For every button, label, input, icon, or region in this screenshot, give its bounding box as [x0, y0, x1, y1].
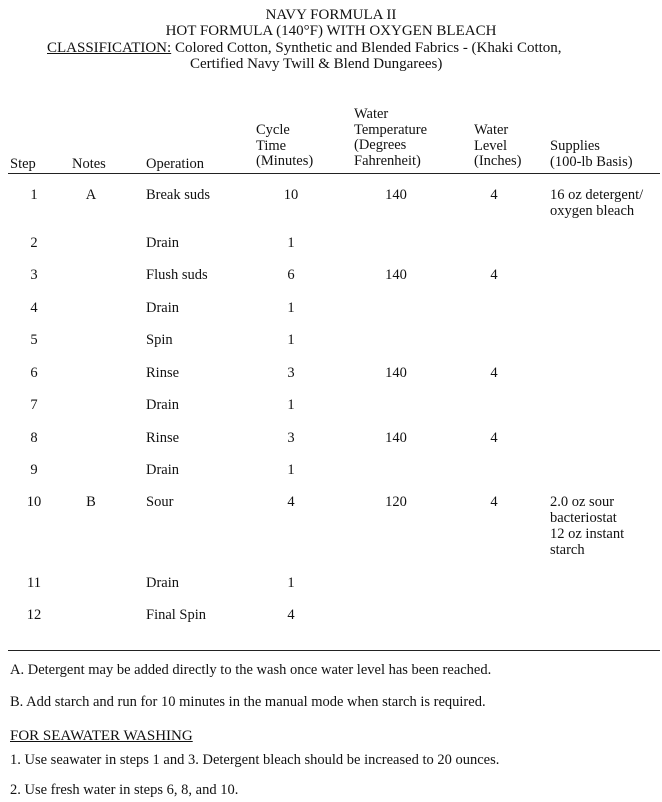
cell-cycle-time: 1 [287, 397, 295, 413]
classification-label: CLASSIFICATION: [47, 40, 172, 56]
column-header-cycle-time: Cycle Time (Minutes) [256, 122, 314, 169]
cell-operation: Drain [146, 235, 180, 251]
seawater-heading: FOR SEAWATER WASHING [10, 728, 193, 744]
column-header-water-temperature: Water Temperature (Degrees Fahrenheit) [354, 106, 428, 169]
cell-operation: Final Spin [146, 607, 207, 623]
cell-step: 5 [30, 332, 38, 348]
cell-step: 2 [30, 235, 38, 251]
cell-cycle-time: 3 [287, 365, 295, 381]
cell-operation: Drain [146, 462, 180, 478]
cell-operation: Spin [146, 332, 173, 348]
cell-water-temperature: 140 [385, 187, 407, 203]
cell-water-temperature: 120 [385, 494, 407, 510]
cell-supplies: 2.0 oz sour bacteriostat 12 oz instant starch [550, 494, 625, 558]
cell-water-level: 4 [490, 430, 498, 446]
cell-step: 4 [30, 300, 38, 316]
cell-cycle-time: 1 [287, 300, 295, 316]
column-header-notes: Notes [72, 156, 106, 172]
cell-cycle-time: 4 [287, 607, 295, 623]
cell-water-level: 4 [490, 267, 498, 283]
cell-operation: Drain [146, 300, 180, 316]
cell-water-level: 4 [490, 187, 498, 203]
cell-operation: Rinse [146, 365, 180, 381]
cell-water-level: 4 [490, 365, 498, 381]
cell-operation: Break suds [146, 187, 211, 203]
cell-notes: A [85, 187, 97, 203]
cell-cycle-time: 1 [287, 235, 295, 251]
cell-operation: Flush suds [146, 267, 208, 283]
cell-step: 11 [27, 575, 41, 591]
document-subtitle: HOT FORMULA (140°F) WITH OXYGEN BLEACH [165, 23, 497, 39]
seawater-item-1: 1. Use seawater in steps 1 and 3. Detergent bleach should be increased to 20 ounces. [10, 752, 500, 768]
cell-water-temperature: 140 [385, 365, 407, 381]
cell-operation: Sour [146, 494, 174, 510]
cell-operation: Drain [146, 397, 180, 413]
header-rule [8, 173, 660, 174]
cell-step: 12 [26, 607, 42, 623]
cell-step: 6 [30, 365, 38, 381]
classification-text-continued: Certified Navy Twill & Blend Dungarees) [190, 56, 443, 72]
cell-operation: Rinse [146, 430, 180, 446]
classification-text: Colored Cotton, Synthetic and Blended Fabrics - (Khaki Cotton, [171, 40, 562, 56]
cell-cycle-time: 6 [287, 267, 295, 283]
cell-water-temperature: 140 [385, 430, 407, 446]
column-header-supplies: Supplies (100-lb Basis) [550, 138, 633, 170]
cell-step: 3 [30, 267, 38, 283]
cell-cycle-time: 3 [287, 430, 295, 446]
column-header-step: Step [10, 156, 36, 172]
cell-cycle-time: 1 [287, 462, 295, 478]
cell-step: 8 [30, 430, 38, 446]
cell-cycle-time: 10 [283, 187, 299, 203]
cell-step: 9 [30, 462, 38, 478]
cell-notes: B [86, 494, 96, 510]
note-a: A. Detergent may be added directly to the wash once water level has been reached. [10, 662, 492, 678]
cell-water-temperature: 140 [385, 267, 407, 283]
cell-step: 1 [30, 187, 38, 203]
table-bottom-rule [8, 650, 660, 651]
cell-operation: Drain [146, 575, 180, 591]
cell-water-level: 4 [490, 494, 498, 510]
classification-line [47, 40, 562, 56]
cell-cycle-time: 4 [287, 494, 295, 510]
cell-cycle-time: 1 [287, 575, 295, 591]
note-b: B. Add starch and run for 10 minutes in the manual mode when starch is required. [10, 694, 486, 710]
cell-cycle-time: 1 [287, 332, 295, 348]
cell-step: 10 [26, 494, 42, 510]
column-header-water-level: Water Level (Inches) [474, 122, 522, 169]
cell-step: 7 [30, 397, 38, 413]
column-header-operation: Operation [146, 156, 204, 172]
seawater-item-2: 2. Use fresh water in steps 6, 8, and 10. [10, 782, 239, 798]
document-title: NAVY FORMULA II [265, 7, 397, 23]
cell-supplies: 16 oz detergent/ oxygen bleach [550, 187, 644, 219]
